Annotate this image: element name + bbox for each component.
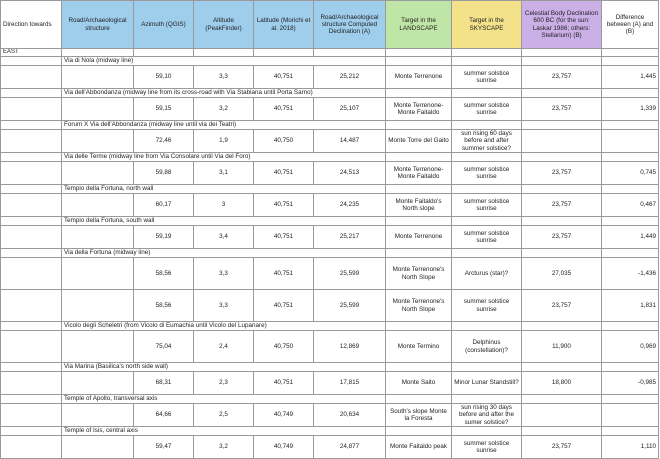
azimuth-cell: 58,56: [134, 258, 194, 290]
header-row: [1, 1, 659, 49]
structure-label: Forum X Via dell'Abbondanza (midway line until via dei Teatri): [62, 121, 386, 130]
structure-label-row: [1, 121, 659, 130]
table-row: [1, 130, 659, 153]
structure-label-row: [1, 153, 659, 162]
celestial-declination-cell: 23,757: [522, 436, 602, 459]
header-latitude: Latitude (Morichi et al. 2018): [254, 1, 314, 49]
landscape-target-cell: Monte Torre del Gaito: [386, 130, 452, 153]
table-row: [1, 194, 659, 217]
structure-label-row: [1, 249, 659, 258]
altitude-cell: 3: [194, 194, 254, 217]
latitude-cell: 40,751: [254, 372, 314, 395]
celestial-declination-cell: 18,800: [522, 372, 602, 395]
skyscape-target-cell: Arcturus (star)?: [452, 258, 522, 290]
computed-declination-cell: 24,877: [314, 436, 386, 459]
landscape-target-cell: Monte Termino: [386, 331, 452, 363]
structure-label: Temple of Apollo, transversal axis: [62, 395, 386, 404]
latitude-cell: 40,751: [254, 226, 314, 249]
latitude-cell: 40,750: [254, 130, 314, 153]
computed-declination-cell: 25,599: [314, 258, 386, 290]
latitude-cell: 40,751: [254, 290, 314, 322]
altitude-cell: 2,3: [194, 372, 254, 395]
table-row: [1, 331, 659, 363]
difference-cell: -1,436: [602, 258, 659, 290]
header-road: Road/Archaeological structure: [62, 1, 134, 49]
celestial-declination-cell: 23,757: [522, 98, 602, 121]
azimuth-cell: 64,66: [134, 404, 194, 427]
azimuth-cell: 59,19: [134, 226, 194, 249]
computed-declination-cell: 25,107: [314, 98, 386, 121]
landscape-target-cell: Monte Terrenone-Monte Faitaldo: [386, 162, 452, 185]
celestial-declination-cell: 27,035: [522, 258, 602, 290]
skyscape-target-cell: summer solstice sunrise: [452, 290, 522, 322]
structure-label-row: [1, 363, 659, 372]
skyscape-target-cell: Delphinus (constellation)?: [452, 331, 522, 363]
table-row: [1, 66, 659, 89]
header-celestial-declination: Celestial Body Declination 600 BC (for the sun: Laskar 1986; others: Stellarium) (B): [522, 1, 602, 49]
table-row: [1, 98, 659, 121]
computed-declination-cell: 25,217: [314, 226, 386, 249]
azimuth-cell: 60,17: [134, 194, 194, 217]
difference-cell: 1,831: [602, 290, 659, 322]
header-azimuth: Azimuth (QGIS): [134, 1, 194, 49]
altitude-cell: 3,4: [194, 226, 254, 249]
difference-cell: -0,985: [602, 372, 659, 395]
table-row: [1, 372, 659, 395]
azimuth-cell: 59,10: [134, 66, 194, 89]
celestial-declination-cell: 23,757: [522, 194, 602, 217]
structure-label: Via di Nola (midway line): [62, 57, 386, 66]
latitude-cell: 40,749: [254, 436, 314, 459]
computed-declination-cell: 24,235: [314, 194, 386, 217]
section-row: [1, 49, 659, 57]
azimuth-cell: 59,15: [134, 98, 194, 121]
landscape-target-cell: Monte Terrenone-Monte Faitaldo: [386, 98, 452, 121]
difference-cell: 1,445: [602, 66, 659, 89]
azimuth-cell: 59,47: [134, 436, 194, 459]
altitude-cell: 1,9: [194, 130, 254, 153]
structure-label: Tempio della Fortuna, north wall: [62, 185, 386, 194]
difference-cell: 1,110: [602, 436, 659, 459]
header-direction: Direction towards: [1, 1, 62, 49]
skyscape-target-cell: sun rising 30 days before and after the sumer solstice?: [452, 404, 522, 427]
latitude-cell: 40,751: [254, 194, 314, 217]
table-row: [1, 258, 659, 290]
landscape-target-cell: Monte Saito: [386, 372, 452, 395]
landscape-target-cell: Monte Terrenone's North Slope: [386, 258, 452, 290]
header-altitude: Altitude (PeakFinder): [194, 1, 254, 49]
latitude-cell: 40,750: [254, 331, 314, 363]
difference-cell: 1,449: [602, 226, 659, 249]
header-difference: Difference between (A) and (B): [602, 1, 659, 49]
altitude-cell: 3,3: [194, 66, 254, 89]
altitude-cell: 3,3: [194, 290, 254, 322]
altitude-cell: 3,2: [194, 436, 254, 459]
computed-declination-cell: 25,212: [314, 66, 386, 89]
latitude-cell: 40,749: [254, 404, 314, 427]
structure-label: Via dell'Abbondanza (midway line from its cross-road with Via Stabiana until Porta Sarno): [62, 89, 386, 98]
structure-label-row: [1, 89, 659, 98]
structure-label-row: [1, 427, 659, 436]
skyscape-target-cell: summer solstice sunrise: [452, 194, 522, 217]
skyscape-target-cell: summer solstice sunrise: [452, 66, 522, 89]
celestial-declination-cell: [522, 130, 602, 153]
table-row: [1, 226, 659, 249]
celestial-declination-cell: [522, 404, 602, 427]
table-row: [1, 436, 659, 459]
celestial-declination-cell: 23,757: [522, 226, 602, 249]
skyscape-target-cell: summer solstice sunrise: [452, 98, 522, 121]
section-label: EAST: [1, 49, 62, 57]
azimuth-cell: 72,46: [134, 130, 194, 153]
table-row: [1, 290, 659, 322]
header-computed-declination: Road/Archaeological structure Computed Declination (A): [314, 1, 386, 49]
difference-cell: 0,467: [602, 194, 659, 217]
azimuth-cell: 75,04: [134, 331, 194, 363]
difference-cell: [602, 404, 659, 427]
skyscape-target-cell: Minor Lunar Standstill?: [452, 372, 522, 395]
structure-label: Temple of Isis, central axis: [62, 427, 386, 436]
latitude-cell: 40,751: [254, 162, 314, 185]
structure-label-row: [1, 217, 659, 226]
skyscape-target-cell: summer solstice sunrise: [452, 436, 522, 459]
structure-label-row: [1, 185, 659, 194]
computed-declination-cell: 12,869: [314, 331, 386, 363]
altitude-cell: 3,2: [194, 98, 254, 121]
difference-cell: 1,339: [602, 98, 659, 121]
table-body: [1, 49, 659, 459]
computed-declination-cell: 20,634: [314, 404, 386, 427]
landscape-target-cell: Monte Terrenone's North Slope: [386, 290, 452, 322]
latitude-cell: 40,751: [254, 258, 314, 290]
celestial-declination-cell: 23,757: [522, 162, 602, 185]
landscape-target-cell: Monte Terrenone: [386, 226, 452, 249]
table-row: [1, 162, 659, 185]
difference-cell: 0,969: [602, 331, 659, 363]
skyscape-target-cell: sun rising 60 days before and after summer solstice?: [452, 130, 522, 153]
celestial-declination-cell: 23,757: [522, 66, 602, 89]
computed-declination-cell: 25,599: [314, 290, 386, 322]
structure-label: Tempio della Fortuna, south wall: [62, 217, 386, 226]
header-skyscape: Target in the SKYSCAPE: [452, 1, 522, 49]
landscape-target-cell: Monte Terrenone: [386, 66, 452, 89]
table-row: [1, 404, 659, 427]
celestial-declination-cell: 11,900: [522, 331, 602, 363]
azimuth-cell: 68,31: [134, 372, 194, 395]
landscape-target-cell: South's slope Monte la Foresta: [386, 404, 452, 427]
skyscape-target-cell: summer solstice sunrise: [452, 226, 522, 249]
landscape-target-cell: Monte Faitaldo peak: [386, 436, 452, 459]
header-landscape: Target in the LANDSCAPE: [386, 1, 452, 49]
structure-label-row: [1, 322, 659, 331]
altitude-cell: 2,5: [194, 404, 254, 427]
altitude-cell: 2,4: [194, 331, 254, 363]
azimuth-cell: 59,88: [134, 162, 194, 185]
altitude-cell: 3,1: [194, 162, 254, 185]
structure-label: Vicolo degli Scheletri (from Vicolo di Eumachia until Vicolo del Lupanare): [62, 322, 386, 331]
difference-cell: 0,745: [602, 162, 659, 185]
structure-label: Via Marina (Basilica's north side wall): [62, 363, 386, 372]
latitude-cell: 40,751: [254, 66, 314, 89]
skyscape-target-cell: summer solstice sunrise: [452, 162, 522, 185]
latitude-cell: 40,751: [254, 98, 314, 121]
computed-declination-cell: 24,513: [314, 162, 386, 185]
difference-cell: [602, 130, 659, 153]
azimuth-cell: 58,56: [134, 290, 194, 322]
computed-declination-cell: 17,815: [314, 372, 386, 395]
structure-label-row: [1, 395, 659, 404]
computed-declination-cell: 14,487: [314, 130, 386, 153]
altitude-cell: 3,3: [194, 258, 254, 290]
celestial-declination-cell: 23,757: [522, 290, 602, 322]
structure-label-row: [1, 57, 659, 66]
structure-label: Via delle Terme (midway line from Via Consolare until Via del Foro): [62, 153, 386, 162]
structure-label: Via della Fortuna (midway line): [62, 249, 386, 258]
landscape-target-cell: Monte Faitaldo's North slope: [386, 194, 452, 217]
